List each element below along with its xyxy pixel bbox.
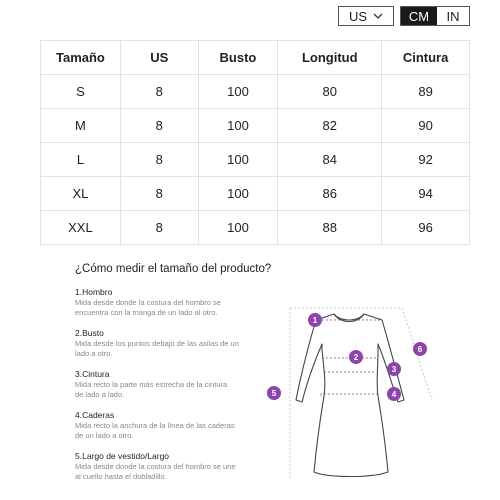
step-desc-line: Mida recto la parte más estrecha de la cintura [75,380,228,389]
table-row [41,75,470,109]
cell-size: L [41,143,121,177]
step-title: 2.Busto [75,328,104,338]
step-desc-line: Mida recto la anchura de la línea de las caderas [75,421,235,430]
measure-steps [75,287,275,492]
chevron-down-icon [373,11,383,21]
measure-step [75,369,275,410]
step-title: 3.Cintura [75,369,110,379]
step-desc-line: Mida desde donde la costura del hombro se une [75,462,236,471]
header-busto: Busto [198,41,278,75]
dress-diagram [262,300,437,490]
cell-us: 8 [120,211,198,245]
cell-longitud: 88 [278,211,382,245]
cell-us: 8 [120,143,198,177]
cell-longitud: 84 [278,143,382,177]
cell-busto: 100 [198,143,278,177]
table-row [41,109,470,143]
cell-cintura: 94 [382,177,470,211]
cell-size: S [41,75,121,109]
marker-6 [413,342,427,356]
header-longitud: Longitud [278,41,382,75]
measure-step [75,451,275,492]
step-desc-line: lado a otro. [75,349,113,358]
cell-longitud: 80 [278,75,382,109]
table-header-row [41,41,470,75]
size-controls [338,6,470,26]
measure-step [75,287,275,328]
dress-illustration [262,300,437,490]
step-desc-line: Mida desde los puntos debajo de las axilas de un [75,339,239,348]
marker-3 [387,362,401,376]
header-tamano: Tamaño [41,41,121,75]
step-desc-line: de un lado a otro. [75,431,134,440]
step-title: 5.Largo de vestido/Largo [75,451,170,461]
table-row [41,177,470,211]
svg-text:4: 4 [391,390,397,399]
cell-busto: 100 [198,177,278,211]
svg-text:6: 6 [417,345,423,354]
table-row [41,211,470,245]
region-select[interactable] [338,6,394,26]
step-title: 1.Hombro [75,287,113,297]
header-us: US [120,41,198,75]
cell-cintura: 92 [382,143,470,177]
measure-guide-title: ¿Cómo medir el tamaño del producto? [75,263,272,275]
cell-size: M [41,109,121,143]
marker-2 [349,350,363,364]
cell-busto: 100 [198,109,278,143]
cell-longitud: 82 [278,109,382,143]
cell-cintura: 90 [382,109,470,143]
step-desc-line: al cuello hasta el dobladillo. [75,472,167,481]
table-row [41,143,470,177]
svg-text:3: 3 [391,365,397,374]
unit-cm-button[interactable]: CM [401,7,437,25]
marker-1 [308,313,322,327]
cell-size: XL [41,177,121,211]
step-desc-line: Mida desde donde la costura del hombro se [75,298,221,307]
measure-step [75,410,275,451]
cell-us: 8 [120,109,198,143]
svg-text:1: 1 [312,316,318,325]
size-chart-table [40,40,470,245]
marker-4 [387,387,401,401]
marker-5 [267,386,281,400]
unit-toggle [400,6,470,26]
cell-busto: 100 [198,211,278,245]
region-select-value: US [348,8,368,24]
cell-busto: 100 [198,75,278,109]
step-desc-line: encuentra con la manga de un lado al otro. [75,308,218,317]
cell-cintura: 89 [382,75,470,109]
cell-cintura: 96 [382,211,470,245]
cell-us: 8 [120,75,198,109]
step-title: 4.Caderas [75,410,115,420]
cell-size: XXL [41,211,121,245]
svg-text:2: 2 [353,353,359,362]
header-cintura: Cintura [382,41,470,75]
svg-text:5: 5 [271,389,277,398]
cell-longitud: 86 [278,177,382,211]
unit-in-button[interactable]: IN [437,7,469,25]
cell-us: 8 [120,177,198,211]
measure-step [75,328,275,369]
step-desc-line: de lado a lado. [75,390,125,399]
